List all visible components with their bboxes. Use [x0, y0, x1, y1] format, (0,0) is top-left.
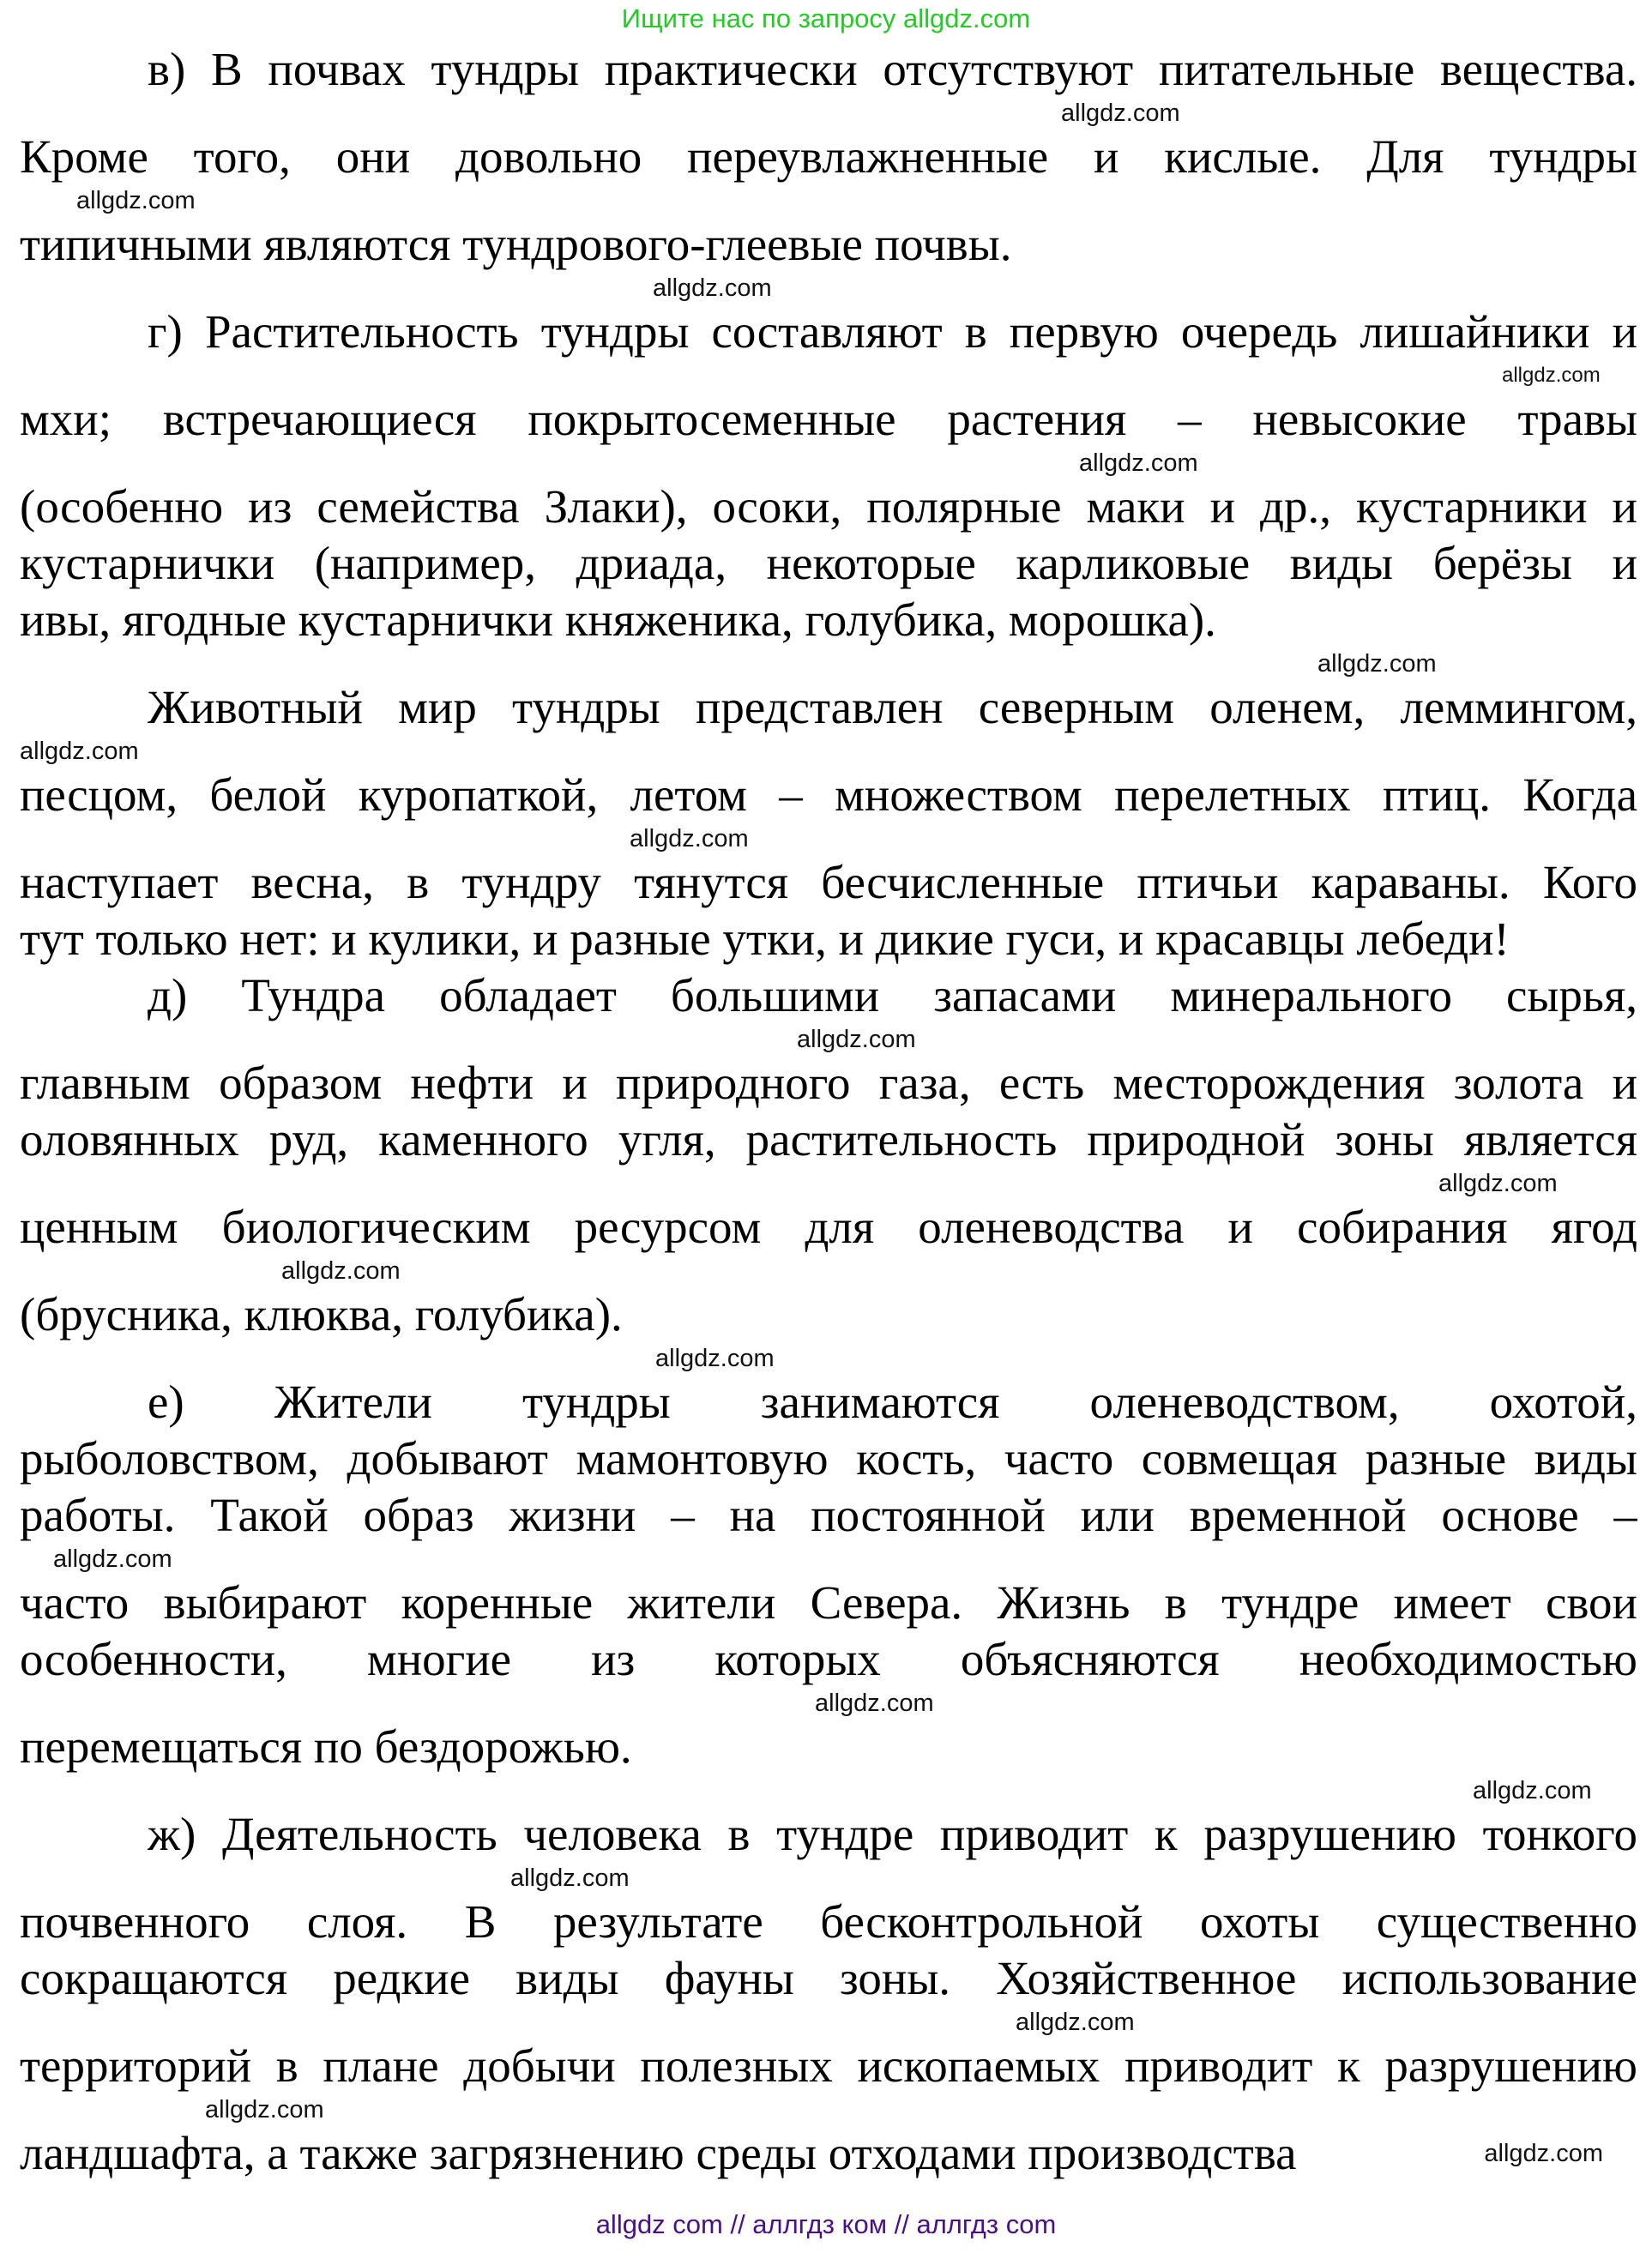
watermark: allgdz.com — [655, 1345, 775, 1372]
watermark: allgdz.com — [1438, 1170, 1558, 1197]
text-line: особенности, многие из которых объясняются необходимостью — [20, 1633, 1637, 1685]
text-line: рыболовством, добывают мамонтовую кость, часто совмещая разные виды — [20, 1432, 1637, 1485]
text-line: ценным биологическим ресурсом для оленеводства и собирания ягод — [20, 1201, 1637, 1253]
watermark: allgdz.com — [1079, 449, 1198, 477]
watermark: allgdz.com — [1484, 2140, 1603, 2167]
text-line: ж) Деятельность человека в тундре приводит к разрушению тонкого — [148, 1808, 1637, 1860]
text-line: типичными являются тундрового-глеевые почвы. — [20, 218, 1012, 270]
text-line: песцом, белой куропаткой, летом – множеством перелетных птиц. Когда — [20, 768, 1637, 821]
text-line: почвенного слоя. В результате бесконтрольной охоты существенно — [20, 1895, 1637, 1948]
text-line: в) В почвах тундры практически отсутствуют питательные вещества. — [148, 43, 1637, 95]
text-line: (брусника, клюква, голубика). — [20, 1288, 623, 1340]
text-line: Животный мир тундры представлен северным оленем, леммингом, — [148, 681, 1637, 733]
text-line: кустарнички (например, дриада, некоторые карликовые виды берёзы и — [20, 537, 1637, 589]
watermark: allgdz.com — [20, 738, 139, 765]
watermark: allgdz.com — [653, 274, 772, 302]
text-line: е) Жители тундры занимаются оленеводством, охотой, — [148, 1376, 1637, 1428]
text-line: мхи; встречающиеся покрытосеменные растения – невысокие травы — [20, 393, 1637, 445]
watermark: allgdz.com — [815, 1690, 934, 1717]
text-line: часто выбирают коренные жители Севера. Жизнь в тундре имеет свои — [20, 1576, 1637, 1629]
document-body — [20, 41, 1637, 2182]
watermark: allgdz.com — [630, 825, 749, 852]
text-line: ландшафта, а также загрязнению среды отходами производства — [20, 2127, 1297, 2179]
text-line: главным образом нефти и природного газа, есть месторождения золота и — [20, 1057, 1637, 1109]
text-line: ивы, ягодные кустарнички княженика, голубика, морошка). — [20, 593, 1216, 646]
text-line: оловянных руд, каменного угля, растительность природной зоны является — [20, 1113, 1637, 1166]
text-line: сокращаются редкие виды фауны зоны. Хозяйственное использование — [20, 1952, 1637, 2004]
footer-watermark: allgdz com // аллгдз ком // аллгдз com — [595, 2209, 1057, 2239]
search-banner: Ищите нас по запросу allgdz.com — [621, 3, 1031, 33]
watermark: allgdz.com — [76, 187, 196, 214]
text-line: д) Тундра обладает большими запасами минерального сырья, — [148, 969, 1637, 1021]
text-line: наступает весна, в тундру тянутся бесчисленные птичьи караваны. Кого — [20, 856, 1637, 908]
watermark: allgdz.com — [797, 1026, 916, 1053]
text-line: Кроме того, они довольно переувлажненные и кислые. Для тундры — [20, 130, 1637, 183]
text-line: тут только нет: и кулики, и разные утки, и дикие гуси, и красавцы лебеди! — [20, 913, 1510, 965]
watermark: allgdz.com — [1061, 99, 1180, 127]
text-line: (особенно из семейства Злаки), осоки, полярные маки и др., кустарники и — [20, 480, 1637, 533]
text-line: г) Растительность тундры составляют в первую очередь лишайники и — [148, 305, 1637, 358]
watermark: allgdz.com — [281, 1257, 401, 1285]
watermark: allgdz.com — [1502, 364, 1601, 387]
watermark: allgdz.com — [205, 2096, 324, 2123]
watermark: allgdz.com — [1016, 2009, 1135, 2036]
text-line: территорий в плане добычи полезных ископаемых приводит к разрушению — [20, 2039, 1637, 2092]
text-line: перемещаться по бездорожью. — [20, 1720, 632, 1773]
watermark: allgdz.com — [53, 1545, 172, 1573]
text-line: работы. Такой образ жизни – на постоянной или временной основе – — [20, 1489, 1637, 1541]
watermark: allgdz.com — [1473, 1777, 1592, 1804]
text-line-final — [20, 2125, 1637, 2182]
watermark: allgdz.com — [510, 1864, 630, 1892]
watermark: allgdz.com — [1317, 650, 1437, 678]
